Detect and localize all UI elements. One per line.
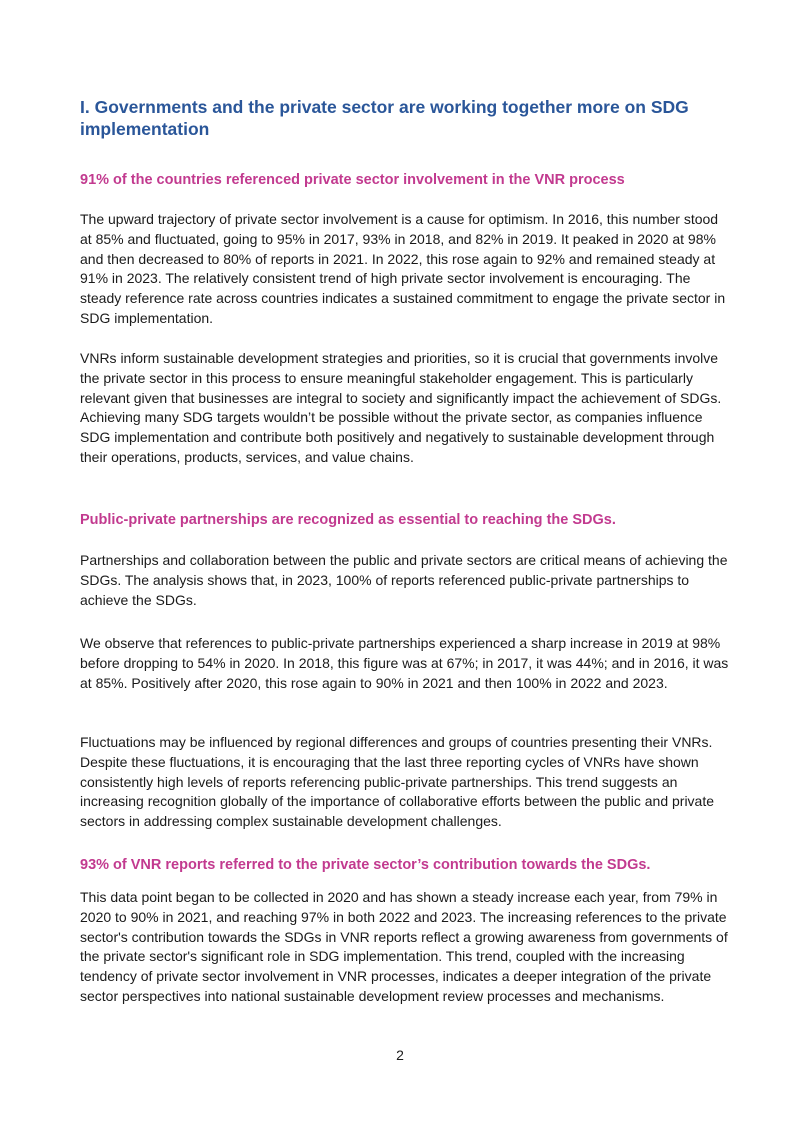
paragraph: The upward trajectory of private sector involvement is a cause for optimism. In 2016, this number stood at 85% and fluctuated, going to 95% in 2017, 93% in 2018, and 82% in 2019. It peaked in 2020 at 98% and then decreased to 80% of reports in 2021. In 2022, this rose again to 92% and remained steady at 91% in 2023. The relatively consistent trend of high private sector involvement is encouraging. The steady reference rate across countries indicates a sustained commitment to engage the private sector in SDG implementation.: [80, 211, 726, 326]
paragraph: VNRs inform sustainable development strategies and priorities, so it is crucial that governments involve the private sector in this process to ensure meaningful stakeholder engagement. This is particularly relevant given that businesses are integral to society and significantly impact the achievement of SDGs. Achieving many SDG targets wouldn’t be possible without the private sector, as companies influence SDG implementation and contribute both positively and negatively to sustainable development through their operations, products, services, and value chains.: [80, 350, 722, 465]
page-number: 2: [396, 1047, 404, 1063]
paragraph: Fluctuations may be influenced by regional differences and groups of countries presenting their VNRs. Despite these fluctuations, it is encouraging that the last three reporting cycles of VNRs have shown consistently high levels of reports referencing public-private partnerships. This trend suggests an increasing recognition globally of the importance of collaborative efforts between the public and private sectors in addressing complex sustainable development challenges.: [80, 734, 715, 830]
paragraph: This data point began to be collected in 2020 and has shown a steady increase each year, from 79% in 2020 to 90% in 2021, and reaching 97% in both 2022 and 2023. The increasing references to the private sector's contribution towards the SDGs in VNR reports reflect a growing awareness from governments of the private sector's significant role in SDG implementation. This trend, coupled with the increasing tendency of private sector involvement in VNR processes, indicates a deeper integration of the private sector perspectives into national sustainable development review processes and mechanisms.: [80, 889, 728, 1004]
subheading-private-sector-involvement: 91% of the countries referenced private sector involvement in the VNR process: [80, 172, 625, 188]
paragraph: Partnerships and collaboration between the public and private sectors are critical means of achieving the SDGs. The analysis shows that, in 2023, 100% of reports referenced public-private partnerships to achieve the SDGs.: [80, 552, 728, 608]
subheading-private-sector-contribution: 93% of VNR reports referred to the private sector’s contribution towards the SDGs.: [80, 857, 651, 873]
paragraph: We observe that references to public-private partnerships experienced a sharp increase in 2019 at 98% before dropping to 54% in 2020. In 2018, this figure was at 67%; in 2017, it was 44%; and in 2016, it was at 85%. Positively after 2020, this rose again to 90% in 2021 and then 100% in 2022 and 2023.: [80, 635, 729, 691]
section-heading: I. Governments and the private sector are working together more on SDG implementation: [80, 97, 689, 139]
subheading-public-private-partnerships: Public-private partnerships are recognized as essential to reaching the SDGs.: [80, 512, 616, 528]
